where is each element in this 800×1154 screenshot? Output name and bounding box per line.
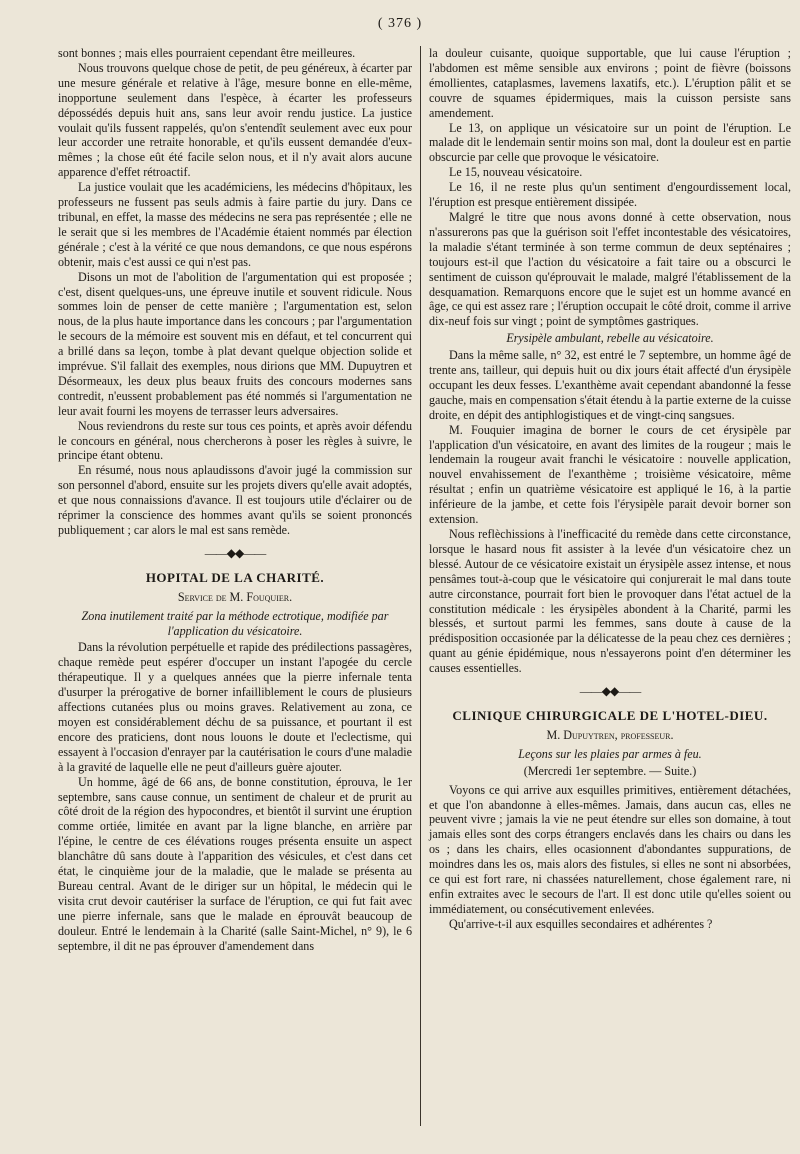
- paragraph: Le 15, nouveau vésicatoire.: [449, 165, 583, 180]
- paragraph: Le 16, il ne reste plus qu'un sentiment d'engourdissement local, l'éruption est presque entièrement dissipée.: [429, 180, 791, 210]
- paragraph: Voyons ce qui arrive aux esquilles primitives, entièrement détachées, et que l'on abandonne à elles-mêmes. Jamais, dans aucun cas, elles ne peuvent vivre ; jamais la vie ne peut étendre sur elles son domaine, à tout jamais elles sont des corps étrangers enclavés dans les chairs ou dans les os ; dans les chairs, elles ocasionnent d'abondantes suppurations, de moindres dans les os, mais alors des fistules, si elles ne sont ni absorbées, ce qui est fort rare, ni chassées naturellement, chose également rare, ni enfin extraites avec le secours de l'art. Il est donc utile qu'elles soient ou immédiatement, ou consécutivement enlevées.: [429, 782, 791, 916]
- paragraph: sont bonnes ; mais elles pourraient cependant être meilleures.: [58, 46, 356, 60]
- page-number: ( 376 ): [377, 16, 423, 31]
- paragraph: Qu'arrive-t-il aux esquilles secondaires et adhérentes ?: [449, 916, 713, 931]
- paragraph: La justice voulait que les académiciens, les médecins d'hôpitaux, les professeurs ne fussent pas seuls admis à faire partie du jury. Dans ce tribunal, en effet, la masse des médecins ne sera pas représentée ; elle ne le serait que si les membres de l'Académie étaient nommés par élection générale ; c'est à la vérité ce que nous demandons, ce que nous espérons obtenir, mais c'est aussi ce qui n'est pas.: [58, 180, 412, 269]
- paragraph: Disons un mot de l'abolition de l'argumentation qui est proposée ; c'est, disent quelques-uns, une épreuve inutile et souvent ridicule. Nous sommes loin de penser de cette manière ; l'argumentation est, selon nous, de la plus haute importance dans les concours ; par l'argumentation le secours de la mémoire est souvent mis en défaut, et tel concurrent qui a brillé dans sa leçon, tombe à plat devant quelque objection solide et imprévue. S'il fallait des exemples, nous dirions que MM. Dupuytren et Désormeaux, les deux plus beaux fruits des concours modernes sans contredit, n'eussent probablement pas été nommés si l'argumentation ne leur avait fourni les moyens de terrasser leurs adversaires.: [58, 269, 412, 418]
- paragraph: Un homme, âgé de 66 ans, de bonne constitution, éprouva, le 1er septembre, sans cause connue, un sentiment de chaleur et de prurit au côté droit de la région des hypocondres, et bientôt il survint une éruption comme ortiée, limitée en avant par la ligne blanche, en arrière par l'épine, le centre de ces élévations rouges présenta ensuite un aspect blanchâtre dû sans doute à l'apparition des vésicules, et c'est dans cet état, le cinquième jour de la maladie, que le malade se présenta au Bureau central. Avant de le diriger sur un hôpital, le médecin qui le visita crut devoir cautériser la surface de l'éruption, ce qui fut fait avec une pierre infernale, sans que le malade en éprouvât beaucoup de douleur. Entré le lendemain à la Charité (salle Saint-Michel, n° 9), le 6 septembre, il dit ne pas éprouver d'amendement dans: [58, 774, 412, 953]
- paragraph: Nous trouvons quelque chose de petit, de peu généreux, à écarter par une mesure générale et relative à l'âge, mesure bonne en elle-même, inopportune seulement dans l'espèce, à écarter les professeurs dépossédés depuis huit ans, sans leur avoir rendu justice. La justice voulait qu'ils fussent rappelés, qu'on s'entendît seulement avec eux pour leur accorder une retraite honorable, et qu'ils eussent demandée d'eux-mêmes ; la chose eût été facile selon nous, et il n'y avait alors aucune apparence d'effet rétroactif.: [58, 60, 412, 180]
- paragraph: Dans la révolution perpétuelle et rapide des prédilections passagères, chaque remède peut espérer d'occuper un instant l'apogée du cercle thérapeutique. Il y a quelques années que la pierre infernale tenta d'usurper la prérogative de borner infailliblement le cours de plusieurs affections cutanées plus ou moins graves. Relativement au zona, ce moyen est considérablement déchu de sa puissance, et pourtant il est encore des praticiens, dont nous louons le doute et l'eclectisme, qui essayent à l'occasion d'enrayer par la cautérisation le cours d'une maladie à la gravité de laquelle elle ne peut d'ailleurs guère ajouter.: [58, 640, 412, 774]
- paragraph: Nous reflèchissions à l'inefficacité du remède dans cette circonstance, lorsque le hasard nous fit assister à la levée d'un vésicatoire chez un blessé. Autour de ce vésicatoire existait un érysipèle assez intense, et nous pensâmes tout-à-coup que le vésicatoire qui conjurerait le mal dans toute autre circonstance, pourrait fort bien le provoquer dans l'état actuel de la constitution médicale : les érysipèles abondent à la Charité, parmi les blessés, et surtout parmi les femmes, sans doute à cause de la prédisposition occasionée par la délicatesse de la peau chez ces dernières ; quant au génie épidémique, nous n'essayerons point d'en déterminer les causes essentielles.: [429, 527, 791, 676]
- paragraph: M. Fouquier imagina de borner le cours de cet érysipèle par l'application d'un vésicatoire, en avant des limites de la rougeur ; mais le lendemain la rougeur avait franchi le vésicatoire : nouvelle application, nouvel envahissement de l'exanthème ; troisième vésicatoire, même résultat ; enfin un quatrième vésicatoire est appliqué le 16, à la partie inférieure de la jambe, et cette fois l'érysipèle parait devoir borner son extension.: [429, 422, 791, 527]
- subhead-erysipele: Erysipèle ambulant, rebelle au vésicatoire.: [506, 331, 714, 346]
- paragraph: En résumé, nous nous aplaudissons d'avoir jugé la commission sur son personnel d'abord, ensuite sur les projets divers qu'elle avait adoptés, et que nous connaissions d'avance. Il est toujours utile d'éclairer ou de réprimer la conscience des hommes avant qu'ils se soient prononcés publiquement ; car alors le mal est sans remède.: [58, 463, 412, 537]
- section-subtitle: Leçons sur les plaies par armes à feu.: [518, 746, 702, 761]
- left-column: [58, 46, 412, 953]
- ornament-divider: ——◆◆——: [579, 684, 641, 699]
- paragraph: Dans la même salle, n° 32, est entré le 7 septembre, un homme âgé de trente ans, tailleur, qui depuis huit ou dix jours était affecté d'un érysipèle occupant les deux fesses. L'exanthème avait cependant abandonné la fesse gauche, mais en compensation s'était étendu à la partie externe de la cuisse droite, en dépit des antiphlogistiques et de vingt-cinq sangsues.: [429, 348, 791, 422]
- section-title-charite: HOPITAL DE LA CHARITÉ.: [145, 569, 325, 585]
- column-rule: [420, 46, 421, 1126]
- section-service: Service de M. Fouquier.: [177, 589, 293, 604]
- ornament-divider: ——◆◆——: [204, 545, 266, 560]
- paragraph: Nous reviendrons du reste sur tous ces points, et après avoir défendu le concours en général, nous chercherons à poser les règles à suivre, le principe étant obtenu.: [58, 418, 412, 463]
- section-subtitle: Zona inutilement traité par la méthode ectrotique, modifiée par l'application du vésicatoire.: [81, 608, 389, 638]
- section-title-hotel-dieu: CLINIQUE CHIRURGICALE DE L'HOTEL-DIEU.: [452, 707, 768, 723]
- section-professor: M. Dupuytren, professeur.: [546, 727, 674, 742]
- right-column: [429, 46, 791, 932]
- paragraph: Malgré le titre que nous avons donné à cette observation, nous n'assurerons pas que la guérison soit l'effet incontestable des vésicatoires, la maladie s'étant terminée à son terme commun de deux septénaires ; toujours est-il que l'action du vésicatoire a fait taire ou a obscurci le sentiment de cuisson qu'éprouvait le malade, malgré l'établissement de la desquamation. Remarquons encore que le sujet est un homme avancé en âge, ce qui est assez rare ; l'éruption occupait le côté droit, comme il arrive dix-neuf fois sur vingt ; point de symptômes gastriques.: [429, 209, 791, 329]
- paragraph: la douleur cuisante, quoique supportable, que lui cause l'éruption ; l'abdomen est même sensible aux environs ; point de fièvre (boissons émollientes, cataplasmes, lavemens laxatifs, etc.). L'éruption pâlit et se couvre de squames épidermiques, mais la cuisson persiste sans amendement.: [429, 46, 791, 120]
- section-date: (Mercredi 1er septembre. — Suite.): [523, 763, 697, 778]
- paragraph: Le 13, on applique un vésicatoire sur un point de l'éruption. Le malade dit le lendemain sentir moins son mal, dont la douleur est en partie obscurcie par celle que provoque le vésicatoire.: [429, 120, 791, 165]
